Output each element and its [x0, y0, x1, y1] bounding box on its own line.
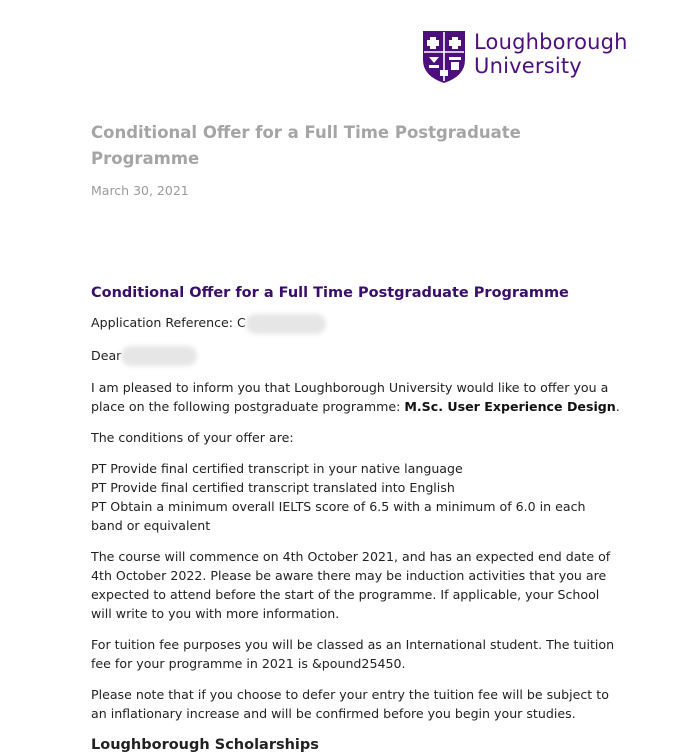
university-crest-icon	[422, 30, 466, 84]
salutation	[91, 346, 621, 367]
letter-body	[91, 283, 621, 755]
page-title: Conditional Offer for a Full Time Postgraduate Programme	[91, 123, 521, 168]
conditions-intro: The conditions of your offer are:	[91, 430, 294, 445]
logo-line-1: Loughborough	[474, 30, 628, 54]
reference-partial: C	[237, 315, 246, 330]
logo-line-2: University	[474, 54, 582, 78]
scholarships-heading: Loughborough Scholarships	[91, 737, 319, 753]
application-reference	[91, 313, 621, 334]
condition-item: PT Provide final certified transcript in your native language	[91, 461, 463, 476]
redacted-reference	[246, 314, 326, 334]
university-wordmark	[474, 30, 628, 78]
course-dates: The course will commence on 4th October 2021, and has an expected end date of 4th October 2022. Please be aware there may be induction activities that you are expected to attend before the start of the programme. If applicable, your School will write to you with more information.	[91, 549, 611, 621]
deferral-note: Please note that if you choose to defer your entry the tuition fee will be subject to an inflationary increase and will be confirmed before you begin your studies.	[91, 687, 609, 721]
university-logo	[422, 30, 628, 84]
redacted-name	[121, 346, 197, 366]
reference-label: Application Reference:	[91, 315, 238, 330]
letter-date: March 30, 2021	[91, 183, 189, 198]
intro-text: I am pleased to inform you that Loughborough University would like to offer you a place on the following postgraduate programme:	[91, 380, 609, 414]
intro-end: .	[615, 399, 620, 414]
condition-item: PT Provide final certified transcript translated into English	[91, 480, 455, 495]
letter-heading: Conditional Offer for a Full Time Postgraduate Programme	[91, 285, 569, 301]
offer-intro	[91, 378, 621, 416]
conditions-list	[91, 459, 621, 535]
condition-item: PT Obtain a minimum overall IELTS score of 6.5 with a minimum of 6.0 in each band or equivalent	[91, 499, 586, 533]
programme-name: M.Sc. User Experience Design	[404, 399, 616, 414]
tuition-fee: For tuition fee purposes you will be classed as an International student. The tuition fee for your programme in 2021 is &pound25450.	[91, 637, 615, 671]
salutation-text: Dear	[91, 347, 122, 363]
